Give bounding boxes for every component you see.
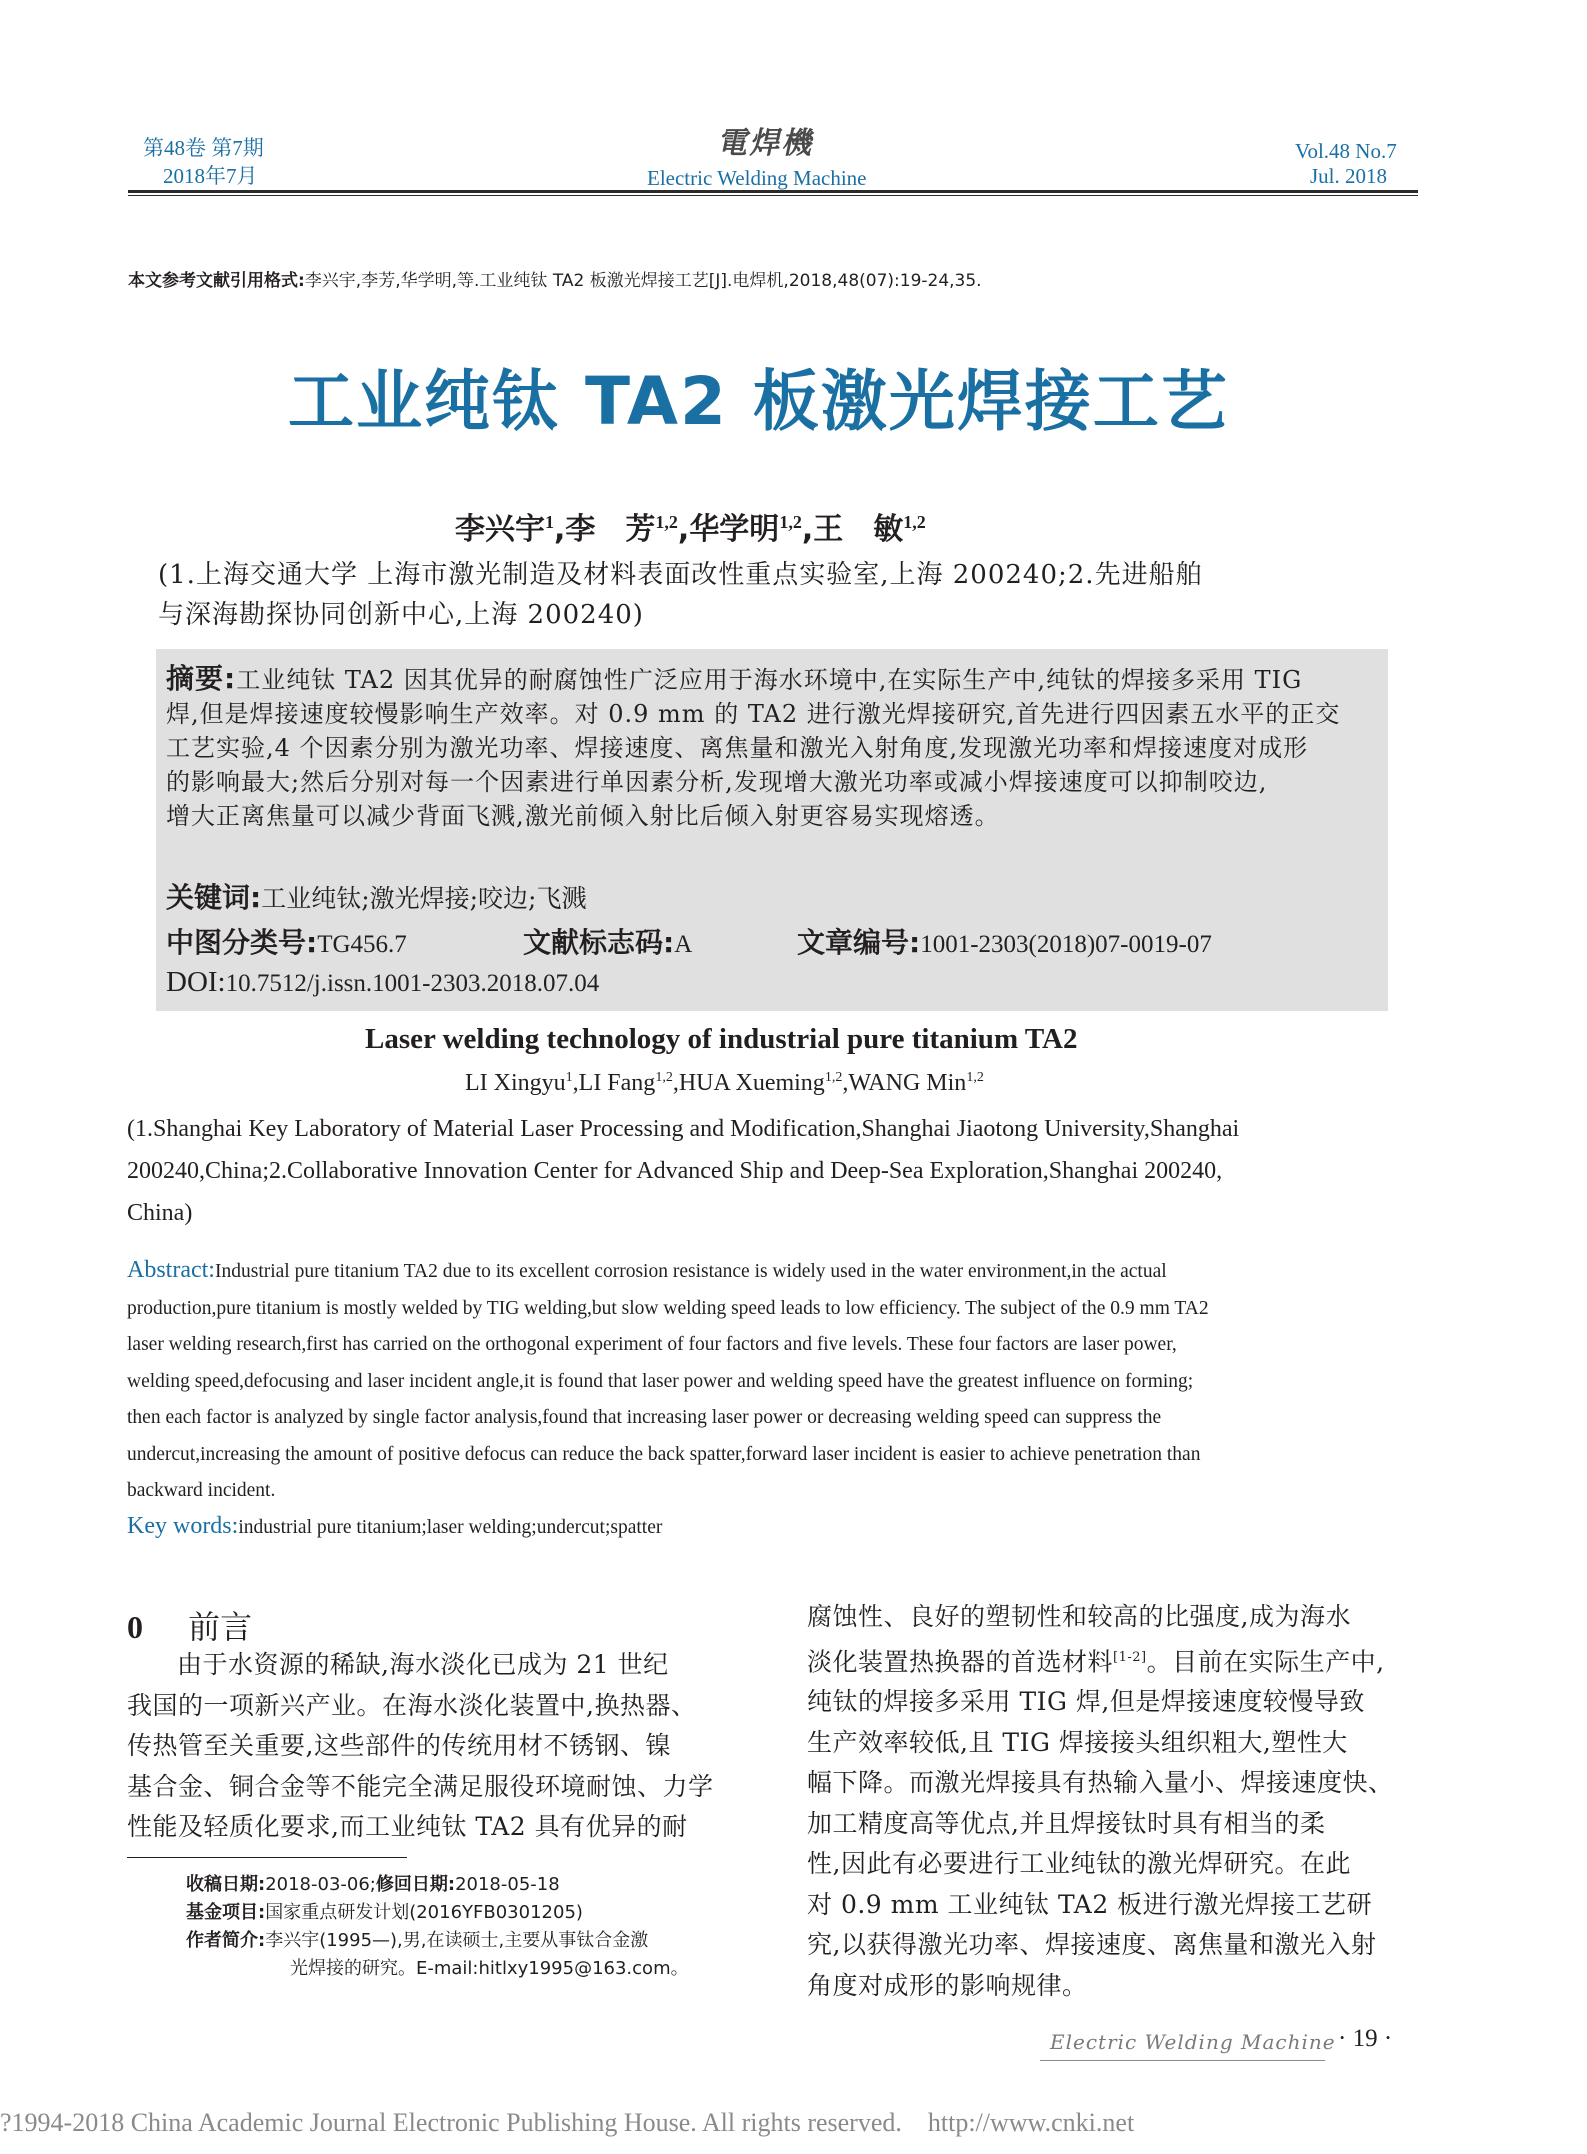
document-code — [523, 921, 692, 961]
author-1: 李兴宇 — [455, 512, 545, 547]
right-line-2 — [807, 1638, 1417, 1683]
article-number — [797, 921, 1212, 961]
doc-code-label: 文献标志码: — [523, 926, 675, 959]
abstract-line-1: 工业纯钛 TA2 因其优异的耐腐蚀性广泛应用于海水环境中,在实际生产中,纯钛的焊接多采用 TIG — [236, 666, 1303, 694]
section-title: 前言 — [188, 1608, 253, 1646]
revised-value: 2018-05-18 — [455, 1874, 560, 1895]
page-number: · 19 · — [1338, 2025, 1393, 2052]
right-line-7: 性,因此有必要进行工业纯钛的激光焊研究。在此 — [807, 1849, 1351, 1879]
abstract-line-3: 工艺实验,4 个因素分别为激光功率、焊接速度、离焦量和激光入射角度,发现激光功率和焊接速度对成形 — [166, 734, 1309, 762]
abstract-label: 摘要: — [166, 662, 237, 695]
footnote-bio-2: 光焊接的研究。E-mail:hitlxy1995@163.com。 — [290, 1958, 689, 1979]
left-line-3: 传热管至关重要,这些部件的传统用材不锈钢、镍 — [127, 1731, 671, 1760]
article-number-value: 1001-2303(2018)07-0019-07 — [920, 931, 1212, 958]
citation-label: 本文参考文献引用格式: — [128, 271, 305, 291]
right-line-2a: 淡化装置热换器的首选材料 — [807, 1646, 1114, 1676]
bio-label: 作者简介: — [186, 1930, 266, 1951]
footnote-divider — [127, 1857, 407, 1858]
author-1-sup: 1 — [545, 512, 554, 532]
keywords-cn — [166, 876, 586, 916]
abstract-line-2: 焊,但是焊接速度较慢影响生产效率。对 0.9 mm 的 TA2 进行激光焊接研究,首先进行四因素五水平的正交 — [166, 700, 1341, 728]
affiliation-cn-line2: 与深海勘探协同创新中心,上海 200240) — [158, 600, 644, 630]
author-2: 李 芳 — [565, 512, 656, 547]
author-en-1-sup: 1 — [565, 1070, 573, 1085]
abstract-en-line-3: laser welding research,first has carried on the orthogonal experiment of four factors and five levels. These four factors are laser power, — [127, 1334, 1177, 1355]
author-2-sup: 1,2 — [655, 512, 678, 532]
section-number: 0 — [127, 1609, 143, 1645]
author-3-sup: 1,2 — [779, 512, 802, 532]
copyright-notice: ?1994-2018 China Academic Journal Electronic Publishing House. All rights reserved. http://www.cnki.net — [0, 2108, 1135, 2137]
authors-en: LI Xingyu$^1$,LI Fang$^{1,2}$,HUA Xueming$^{1,2}$,WANG Min$^{1,2}$ — [465, 1070, 984, 1096]
header-vol-no: Vol.48 No.7 — [1295, 139, 1397, 163]
affiliation-cn — [158, 555, 1408, 635]
author-en-2: LI Fang — [578, 1070, 656, 1096]
clc-number — [166, 921, 407, 961]
section-heading — [127, 1602, 252, 1648]
keywords-en-text: industrial pure titanium;laser welding;undercut;spatter — [238, 1517, 663, 1538]
left-line-4: 基合金、铜合金等不能完全满足服役环境耐蚀、力学 — [127, 1771, 714, 1801]
paper-title-cn: 工业纯钛 TA2 板激光焊接工艺 — [288, 363, 1229, 440]
keywords-cn-text: 工业纯钛;激光焊接;咬边;飞溅 — [261, 884, 587, 913]
abstract-line-4: 的影响最大;然后分别对每一个因素进行单因素分析,发现增大激光功率或减小焊接速度可以抑制咬边, — [166, 768, 1268, 796]
citation-format — [128, 266, 982, 291]
right-line-6: 加工精度高等优点,并且焊接钛时具有相当的柔 — [807, 1808, 1326, 1838]
abstract-en-line-2: production,pure titanium is mostly welded by TIG welding,but slow welding speed leads to low efficiency. The subject of the 0.9 mm TA2 — [127, 1297, 1209, 1319]
clc-value: TG456.7 — [317, 931, 407, 958]
abstract-cn — [166, 662, 1380, 833]
author-4-sup: 1,2 — [903, 512, 926, 532]
affiliation-en-line2: 200240,China;2.Collaborative Innovation Center for Advanced Ship and Deep-Sea Exploration,Shanghai 200240, — [127, 1158, 1223, 1184]
abstract-en-line-6: undercut,increasing the amount of positive defocus can reduce the back spatter,forward laser incident is easier to achieve penetration than — [127, 1443, 1201, 1465]
right-line-3: 纯钛的焊接多采用 TIG 焊,但是焊接速度较慢导致 — [807, 1687, 1365, 1717]
author-4: 王 敏 — [813, 512, 904, 547]
header-rule-thin — [128, 195, 1418, 196]
header-month: Jul. 2018 — [1310, 164, 1388, 188]
revised-label: 修回日期: — [375, 1874, 456, 1895]
author-en-4-sup: 1,2 — [966, 1070, 984, 1085]
header-journal-name: Electric Welding Machine — [647, 166, 867, 190]
left-line-5: 性能及轻质化要求,而工业纯钛 TA2 具有优异的耐 — [127, 1812, 688, 1841]
bio-line-1: 李兴宇(1995—),男,在读硕士,主要从事钛合金激 — [265, 1930, 649, 1951]
author-en-4: WANG Min — [848, 1070, 967, 1096]
right-line-5: 幅下降。而激光焊接具有热输入量小、焊接速度快、 — [807, 1768, 1394, 1798]
doi-value: 10.7512/j.issn.1001-2303.2018.07.04 — [225, 970, 600, 997]
doi — [166, 966, 599, 999]
footer-journal-name: Electric Welding Machine — [1050, 2030, 1336, 2054]
keywords-cn-label: 关键词: — [166, 881, 262, 914]
doc-code-value: A — [674, 931, 693, 958]
fund-label: 基金项目: — [186, 1902, 266, 1923]
clc-label: 中图分类号: — [166, 926, 318, 959]
section-left-column — [127, 1645, 732, 1848]
right-line-2b: 。目前在实际生产中, — [1146, 1646, 1385, 1676]
right-line-8: 对 0.9 mm 工业纯钛 TA2 板进行激光焊接工艺研 — [807, 1889, 1373, 1919]
left-line-1: 由于水资源的稀缺,海水淡化已成为 21 世纪 — [177, 1650, 669, 1679]
footnotes — [186, 1871, 746, 1983]
author-3: 华学明 — [689, 512, 780, 547]
right-line-1: 腐蚀性、良好的塑韧性和较高的比强度,成为海水 — [807, 1602, 1351, 1631]
keywords-en-label: Key words: — [127, 1513, 239, 1539]
header-rule-thick — [128, 190, 1418, 193]
keywords-en — [127, 1508, 662, 1547]
right-line-9: 究,以获得激光功率、焊接速度、离焦量和激光入射 — [807, 1930, 1377, 1960]
abstract-en-line-5: then each factor is analyzed by single factor analysis,found that increasing laser power or decreasing welding speed can suppress the — [127, 1407, 1162, 1428]
doi-label: DOI: — [166, 966, 226, 998]
received-value: 2018-03-06; — [265, 1874, 376, 1895]
author-en-2-sup: 1,2 — [655, 1070, 673, 1085]
journal-logo: 電焊機 — [715, 126, 819, 161]
section-right-column — [807, 1597, 1417, 2006]
abstract-en-line-7: backward incident. — [127, 1480, 276, 1501]
right-line-10: 角度对成形的影响规律。 — [807, 1970, 1088, 2000]
abstract-en — [127, 1252, 1417, 1510]
footnote-fund — [186, 1899, 746, 1927]
footer-rule — [1040, 2060, 1325, 2061]
received-label: 收稿日期: — [186, 1874, 266, 1895]
author-en-1: LI Xingyu — [465, 1070, 566, 1096]
right-line-4: 生产效率较低,且 TIG 焊接接头组织粗大,塑性大 — [807, 1727, 1348, 1757]
author-en-3: HUA Xueming — [678, 1070, 825, 1096]
affiliation-en-line1: (1.Shanghai Key Laboratory of Material Laser Processing and Modification,Shanghai Jiaotong University,Shanghai — [127, 1116, 1240, 1142]
article-number-label: 文章编号: — [797, 926, 921, 959]
abstract-line-5: 增大正离焦量可以减少背面飞溅,激光前倾入射比后倾入射更容易实现熔透。 — [166, 802, 1000, 830]
abstract-en-line-1: Industrial pure titanium TA2 due to its excellent corrosion resistance is widely used in the water environment,in the actual — [214, 1261, 1167, 1282]
header-volume-issue: 第48卷 第7期 — [143, 136, 264, 160]
citation-text: 李兴宇,李芳,华学明,等.工业纯钛 TA2 板激光焊接工艺[J].电焊机,2018,48(07):19-24,35. — [304, 271, 982, 291]
reference-marker: [1-2] — [1113, 1649, 1147, 1665]
abstract-en-label: Abstract: — [127, 1257, 215, 1283]
authors-cn: 李兴宇$^1$,李 芳$^{1,2}$,华学明$^{1,2}$,王 敏$^{1,2}$ — [455, 512, 926, 547]
affiliation-en — [127, 1108, 1417, 1234]
affiliation-cn-line1: (1.上海交通大学 上海市激光制造及材料表面改性重点实验室,上海 200240;2.先进船舶 — [158, 560, 1203, 590]
author-en-3-sup: 1,2 — [824, 1070, 843, 1085]
fund-value: 国家重点研发计划(2016YFB0301205) — [265, 1902, 583, 1923]
paper-title-en: Laser welding technology of industrial pure titanium TA2 — [365, 1023, 1078, 1055]
footnote-bio — [186, 1927, 746, 1955]
abstract-en-line-4: welding speed,defocusing and laser incident angle,it is found that laser power and welding speed have the greatest influence on forming; — [127, 1370, 1194, 1392]
footnote-dates — [186, 1871, 746, 1899]
header-date: 2018年7月 — [163, 164, 258, 188]
left-line-2: 我国的一项新兴产业。在海水淡化装置中,换热器、 — [127, 1690, 697, 1720]
affiliation-en-line3: China) — [127, 1200, 193, 1226]
